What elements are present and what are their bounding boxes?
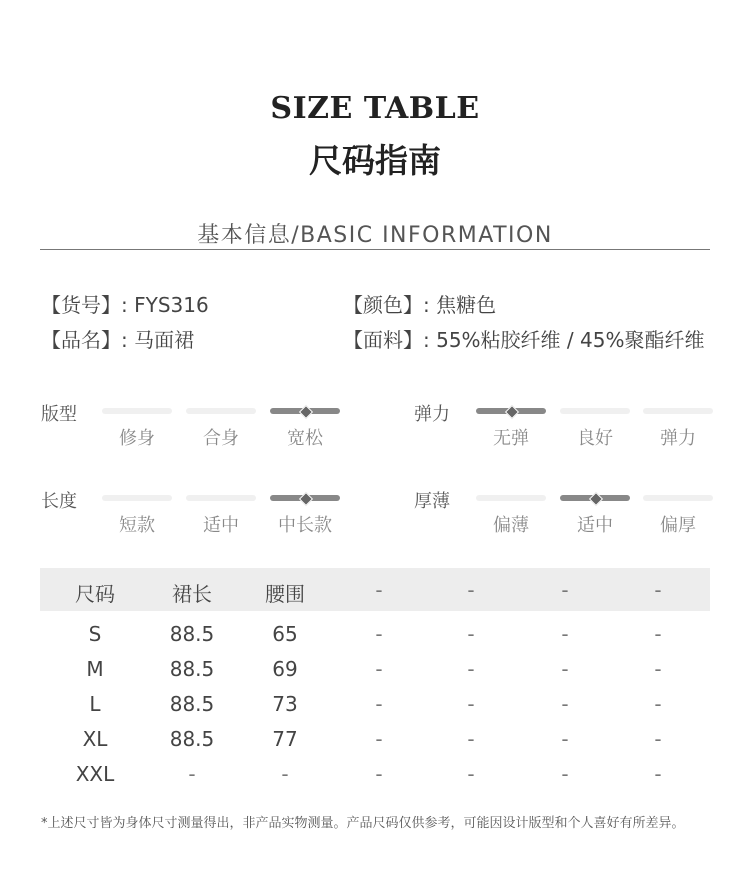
- scale-option-fit-1: 合身: [203, 428, 239, 449]
- scale-option-length-0: 短款: [119, 515, 155, 536]
- table-cell: 69: [272, 657, 298, 681]
- table-header-cell: -: [654, 578, 662, 602]
- table-cell: XXL: [75, 762, 115, 786]
- table-cell: -: [654, 692, 662, 716]
- scale-bar-elasticity-1: [560, 408, 630, 414]
- fabric-info: 【面料】: 55%粘胶纤维 / 45%聚酯纤维: [343, 328, 705, 352]
- scale-option-length-2: 中长款: [278, 515, 332, 536]
- table-cell: -: [467, 657, 475, 681]
- scale-bar-length-2: [270, 495, 340, 501]
- color-info: 【颜色】: 焦糖色: [343, 293, 497, 317]
- scale-option-elasticity-2: 弹力: [660, 428, 696, 449]
- table-cell: -: [561, 657, 569, 681]
- table-cell: 77: [272, 727, 298, 751]
- table-cell: L: [89, 692, 101, 716]
- attribute-label-thickness: 厚薄: [414, 491, 450, 512]
- table-header-cell: -: [467, 578, 475, 602]
- table-cell: -: [375, 622, 383, 646]
- item-number: 【货号】: FYS316: [41, 293, 209, 317]
- scale-bar-thickness-1: [560, 495, 630, 501]
- scale-option-thickness-0: 偏薄: [493, 515, 529, 536]
- product-name: 【品名】: 马面裙: [41, 328, 195, 352]
- table-cell: 88.5: [169, 622, 215, 646]
- table-header-cell: -: [561, 578, 569, 602]
- table-cell: -: [281, 762, 289, 786]
- table-cell: -: [467, 692, 475, 716]
- scale-bar-fit-0: [102, 408, 172, 414]
- table-cell: -: [654, 657, 662, 681]
- scale-option-fit-0: 修身: [119, 428, 155, 449]
- table-cell: S: [88, 622, 102, 646]
- scale-bar-length-0: [102, 495, 172, 501]
- table-cell: -: [654, 622, 662, 646]
- table-header-cell: 尺码: [75, 582, 115, 606]
- scale-option-fit-2: 宽松: [287, 428, 323, 449]
- attribute-label-elasticity: 弹力: [414, 404, 450, 425]
- scale-option-thickness-2: 偏厚: [660, 515, 696, 536]
- table-cell: 88.5: [169, 727, 215, 751]
- scale-bar-fit-1: [186, 408, 256, 414]
- table-header-cell: -: [375, 578, 383, 602]
- selected-marker-icon: [299, 492, 313, 506]
- table-cell: -: [188, 762, 196, 786]
- scale-option-elasticity-0: 无弹: [493, 428, 529, 449]
- scale-bar-thickness-2: [643, 495, 713, 501]
- table-cell: -: [561, 762, 569, 786]
- table-cell: 73: [272, 692, 298, 716]
- scale-bar-length-1: [186, 495, 256, 501]
- scale-option-elasticity-1: 良好: [577, 428, 613, 449]
- table-cell: -: [561, 727, 569, 751]
- attribute-label-length: 长度: [41, 491, 77, 512]
- table-cell: 65: [272, 622, 298, 646]
- table-cell: -: [467, 727, 475, 751]
- table-cell: XL: [82, 727, 108, 751]
- selected-marker-icon: [299, 405, 313, 419]
- scale-bar-thickness-0: [476, 495, 546, 501]
- table-cell: -: [467, 762, 475, 786]
- table-cell: -: [467, 622, 475, 646]
- table-header-cell: 腰围: [265, 582, 305, 606]
- table-cell: -: [654, 762, 662, 786]
- selected-marker-icon: [589, 492, 603, 506]
- scale-bar-fit-2: [270, 408, 340, 414]
- table-cell: -: [375, 762, 383, 786]
- table-cell: -: [561, 622, 569, 646]
- size-note: *上述尺寸皆为身体尺寸测量得出，非产品实物测量。产品尺码仅供参考，可能因设计版型和个人喜好有所差异。: [41, 816, 685, 831]
- page-title-cn: 尺码指南: [309, 141, 441, 180]
- attribute-label-fit: 版型: [41, 404, 77, 425]
- page-title-en: SIZE TABLE: [270, 91, 480, 126]
- table-cell: 88.5: [169, 657, 215, 681]
- table-cell: -: [561, 692, 569, 716]
- section-title: 基本信息/BASIC INFORMATION: [197, 223, 553, 248]
- table-cell: -: [654, 727, 662, 751]
- table-cell: -: [375, 657, 383, 681]
- scale-bar-elasticity-0: [476, 408, 546, 414]
- table-header-cell: 裙长: [172, 582, 212, 606]
- table-cell: -: [375, 727, 383, 751]
- table-cell: M: [86, 657, 104, 681]
- scale-bar-elasticity-2: [643, 408, 713, 414]
- selected-marker-icon: [505, 405, 519, 419]
- section-divider: [40, 249, 710, 250]
- table-cell: 88.5: [169, 692, 215, 716]
- scale-option-thickness-1: 适中: [577, 515, 613, 536]
- table-cell: -: [375, 692, 383, 716]
- scale-option-length-1: 适中: [203, 515, 239, 536]
